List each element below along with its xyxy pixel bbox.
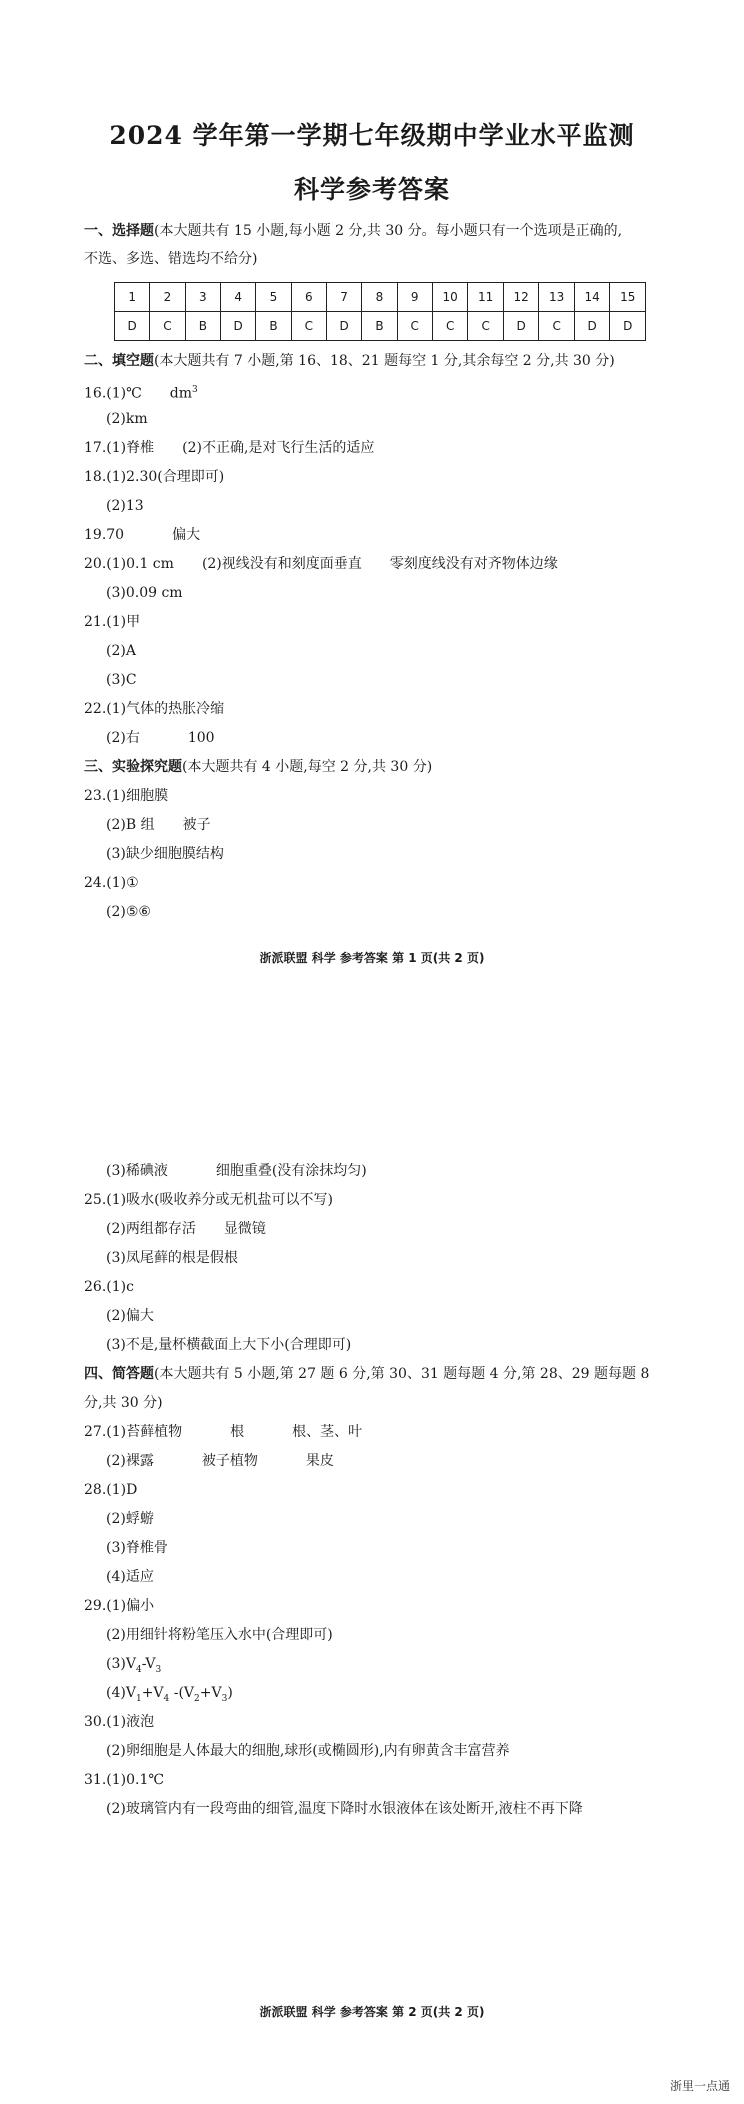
- q27-answer2: 根: [230, 1424, 245, 1440]
- q29-line4: $(4)V_1+V_4$ $-(V_2+V_3)$: [106, 1685, 233, 1704]
- q25-line3: (3)凤尾藓的根是假根: [106, 1250, 238, 1266]
- answer-row: [115, 312, 646, 341]
- section1-header: [84, 222, 622, 240]
- answer-cell: D: [610, 312, 646, 341]
- q20-answer2: (2)视线没有和刻度面垂直: [201, 556, 362, 572]
- q28-line2: (2)蜉蝣: [106, 1511, 154, 1527]
- answer-cell: C: [539, 312, 575, 341]
- q16-answer1: 16.(1)℃: [84, 385, 142, 402]
- q21-line3: (3)C: [106, 672, 137, 688]
- q23-line3: (3)缺少细胞膜结构: [106, 846, 224, 862]
- q20-answer1: 20.(1)0.1 cm: [84, 556, 174, 572]
- question-number-cell: 13: [539, 283, 575, 312]
- section4-desc-cont: 分,共 30 分): [84, 1395, 163, 1411]
- q29-answer3: (3)V: [106, 1656, 136, 1672]
- section3-desc: (本大题共有 4 小题,每空 2 分,共 30 分): [182, 759, 433, 775]
- choice-answer-table: [114, 282, 646, 341]
- q17-answer2: (2)不正确,是对飞行生活的适应: [182, 440, 375, 456]
- section2-desc: (本大题共有 7 小题,第 16、18、21 题每空 1 分,其余每空 2 分,共 30 分): [154, 353, 615, 369]
- question-number-cell: 4: [220, 283, 255, 312]
- q25-line2: [106, 1220, 266, 1238]
- q30-line1: 30.(1)液泡: [84, 1714, 155, 1730]
- q26-line2: (2)偏大: [106, 1308, 154, 1324]
- q22-line1: 22.(1)气体的热胀冷缩: [84, 701, 225, 717]
- q22-answer2: (2)右: [106, 730, 140, 746]
- q24-line1: 24.(1)①: [84, 875, 139, 891]
- q24-answer4: 细胞重叠(没有涂抹均匀): [215, 1163, 367, 1179]
- q20-answer3: 零刻度线没有对齐物体边缘: [389, 556, 558, 572]
- q23-answer3: 被子: [182, 817, 211, 833]
- section4-heading: 四、简答题: [84, 1366, 154, 1382]
- q18-line2: (2)13: [106, 498, 144, 514]
- answer-cell: C: [291, 312, 326, 341]
- q27-answer3: 根、茎、叶: [292, 1424, 363, 1440]
- question-number-cell: 10: [432, 283, 468, 312]
- q28-line1: 28.(1)D: [84, 1482, 138, 1498]
- question-number-cell: 6: [291, 283, 326, 312]
- q23-line2: [106, 816, 211, 834]
- answer-cell: C: [432, 312, 468, 341]
- question-number-row: [115, 283, 646, 312]
- q23-answer2: (2)B 组: [106, 817, 155, 833]
- question-number-cell: 9: [397, 283, 432, 312]
- question-number-cell: 7: [326, 283, 361, 312]
- q17-answer1: 17.(1)脊椎: [84, 440, 155, 456]
- q20-line1: [84, 555, 558, 573]
- page-title: 2024 学年第一学期七年级期中学业水平监测: [109, 121, 635, 150]
- q31-line1: 31.(1)0.1℃: [84, 1772, 165, 1788]
- watermark-text: 浙里一点通: [669, 2079, 730, 2093]
- q25-answer3: 显微镜: [223, 1221, 266, 1237]
- q28-line3: (3)脊椎骨: [106, 1540, 168, 1556]
- section1-desc-cont: 不选、多选、错选均不给分): [84, 251, 258, 267]
- q26-line1: 26.(1)c: [84, 1279, 134, 1295]
- q22-line2: [106, 729, 215, 747]
- answer-cell: D: [574, 312, 610, 341]
- answer-cell: B: [362, 312, 397, 341]
- question-number-cell: 15: [610, 283, 646, 312]
- answer-cell: C: [150, 312, 185, 341]
- section2-heading: 二、填空题: [84, 353, 154, 369]
- q28-line4: (4)适应: [106, 1569, 154, 1585]
- q26-line3: (3)不是,量杯横截面上大下小(合理即可): [106, 1337, 352, 1353]
- q21-line2: (2)A: [106, 643, 136, 659]
- page-footer-2: 浙派联盟 科学 参考答案 第 2 页(共 2 页): [259, 2005, 485, 2019]
- q16-answer2: dm: [169, 385, 193, 402]
- q29-answer4: (4)V: [106, 1685, 136, 1701]
- q23-line1: 23.(1)细胞膜: [84, 788, 169, 804]
- section3-header: [84, 758, 432, 776]
- q20-line2: (3)0.09 cm: [106, 585, 183, 601]
- page-subtitle: 科学参考答案: [293, 175, 450, 204]
- question-number-cell: 2: [150, 283, 185, 312]
- question-number-cell: 5: [256, 283, 291, 312]
- page-footer-1: 浙派联盟 科学 参考答案 第 1 页(共 2 页): [259, 951, 485, 965]
- q17-line: [84, 439, 374, 457]
- q25-line1: 25.(1)吸水(吸收养分或无机盐可以不写): [84, 1192, 334, 1208]
- q27-answer5: 被子植物: [201, 1453, 258, 1469]
- question-number-cell: 3: [185, 283, 220, 312]
- answer-cell: B: [256, 312, 291, 341]
- q29-line1: 29.(1)偏小: [84, 1598, 155, 1614]
- q21-line1: 21.(1)甲: [84, 614, 141, 630]
- answer-cell: C: [468, 312, 504, 341]
- q24-line3: [106, 1162, 367, 1180]
- q19-answer1: 19.70: [84, 527, 125, 543]
- question-number-cell: 8: [362, 283, 397, 312]
- q31-line2: (2)玻璃管内有一段弯曲的细管,温度下降时水银液体在该处断开,液柱不再下降: [106, 1801, 583, 1817]
- q27-answer4: (2)裸露: [106, 1453, 154, 1469]
- q25-answer2: (2)两组都存活: [106, 1221, 196, 1237]
- q27-line2: [106, 1452, 334, 1470]
- q16-line2: (2)km: [106, 411, 148, 427]
- q16-line1: 16.(1)℃ $dm^3$: [84, 385, 198, 402]
- q27-answer6: 果皮: [305, 1453, 334, 1469]
- answer-cell: B: [185, 312, 220, 341]
- q19-line: [84, 526, 200, 544]
- question-number-cell: 11: [468, 283, 504, 312]
- section3-heading: 三、实验探究题: [84, 759, 182, 775]
- section4-desc: (本大题共有 5 小题,第 27 题 6 分,第 30、31 题每题 4 分,第 28、29 题每题 8: [154, 1366, 650, 1382]
- q27-line1: [84, 1423, 362, 1441]
- section4-header: [84, 1365, 649, 1383]
- q30-line2: (2)卵细胞是人体最大的细胞,球形(或椭圆形),内有卵黄含丰富营养: [106, 1743, 510, 1759]
- answer-cell: D: [503, 312, 539, 341]
- section1-desc: (本大题共有 15 小题,每小题 2 分,共 30 分。每小题只有一个选项是正确的,: [154, 223, 623, 239]
- question-number-cell: 12: [503, 283, 539, 312]
- answer-cell: D: [115, 312, 150, 341]
- section2-header: [84, 352, 615, 370]
- q24-answer3: (3)稀碘液: [106, 1163, 168, 1179]
- q22-answer3: 100: [187, 730, 215, 746]
- q29-line3: $(3)V_4-V_3$: [106, 1656, 162, 1675]
- section1-heading: 一、选择题: [84, 223, 154, 239]
- answer-cell: C: [397, 312, 432, 341]
- answer-page-2: [0, 1060, 744, 2104]
- answer-cell: D: [326, 312, 361, 341]
- answer-cell: D: [220, 312, 255, 341]
- question-number-cell: 1: [115, 283, 150, 312]
- question-number-cell: 14: [574, 283, 610, 312]
- q19-answer2: 偏大: [172, 527, 201, 543]
- q29-line2: (2)用细针将粉笔压入水中(合理即可): [106, 1627, 333, 1643]
- q24-line2: (2)⑤⑥: [106, 904, 151, 920]
- q18-line1: 18.(1)2.30(合理即可): [84, 469, 225, 485]
- q27-answer1: 27.(1)苔藓植物: [84, 1424, 183, 1440]
